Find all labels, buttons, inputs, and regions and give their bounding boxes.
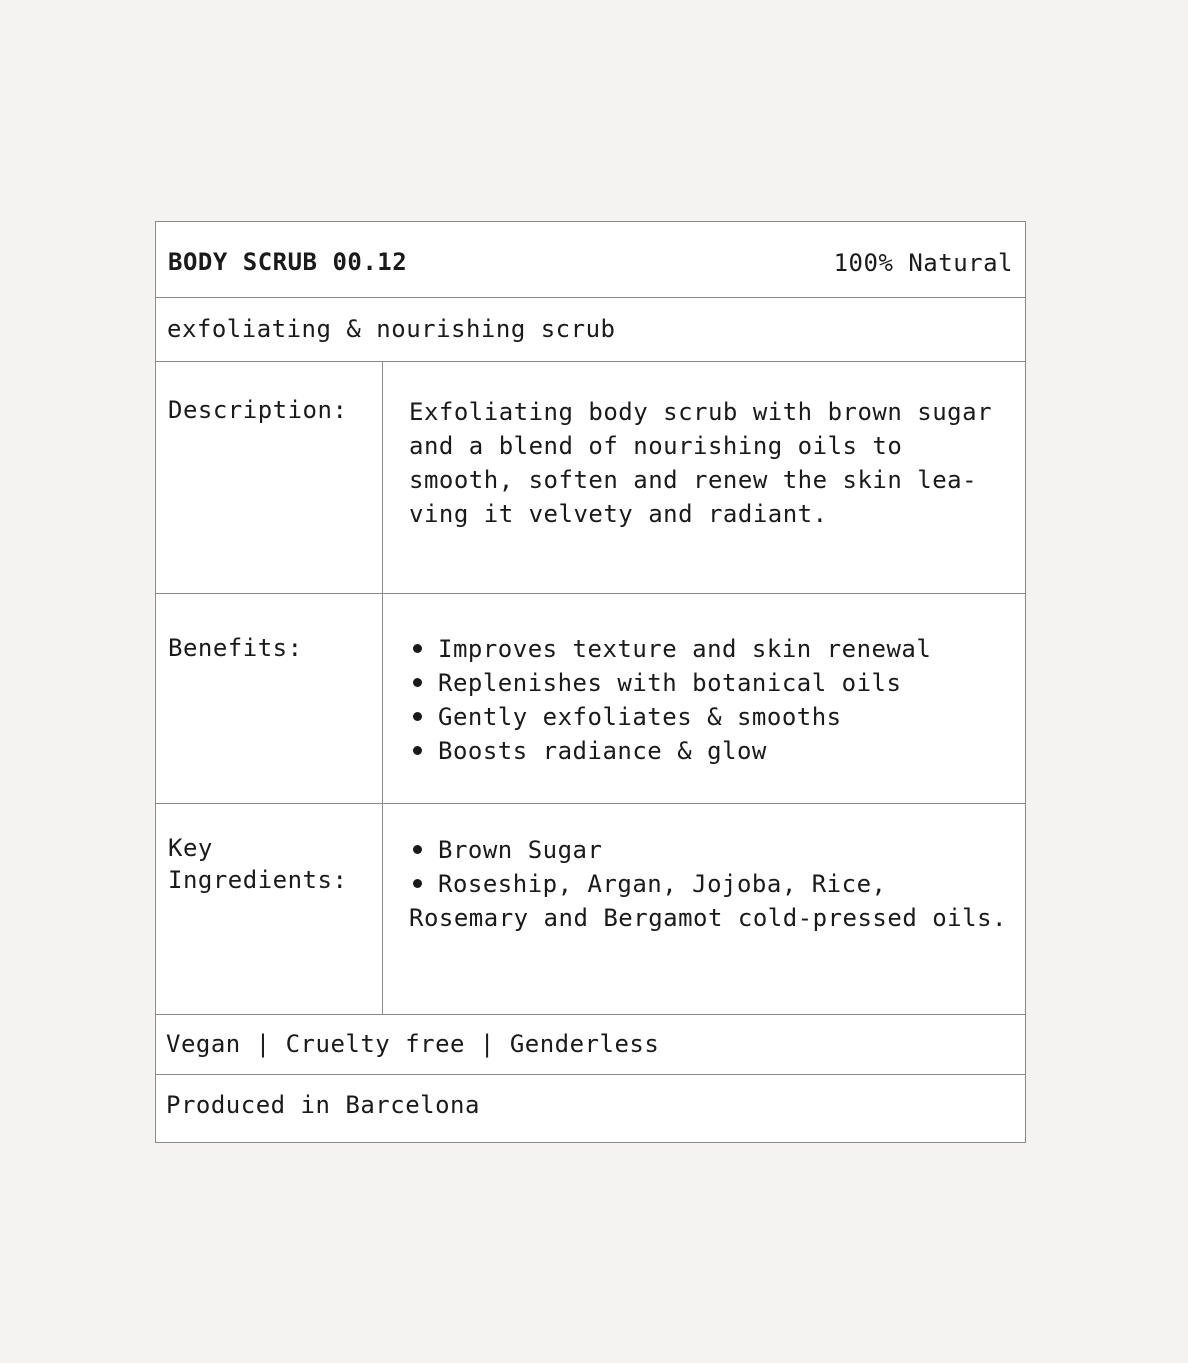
benefits-list — [409, 632, 1019, 768]
benefits-label: Benefits: — [168, 634, 303, 662]
subtitle-row — [156, 298, 1025, 362]
ingredients-list-container — [409, 833, 1019, 935]
list-item — [409, 734, 1019, 768]
ingredient-text: Brown Sugar — [438, 836, 603, 864]
list-item — [409, 666, 1019, 700]
benefits-list-container — [409, 632, 1019, 768]
origin-row — [156, 1075, 1025, 1142]
natural-badge: 100% Natural — [833, 249, 1013, 277]
product-name: BODY SCRUB 00.12 — [168, 248, 408, 276]
bullet-icon — [413, 644, 422, 653]
bullet-icon — [413, 845, 422, 854]
ingredients-list — [409, 833, 1019, 935]
benefits-row — [156, 594, 1025, 804]
origin-text: Produced in Barcelona — [166, 1091, 480, 1119]
list-item — [409, 700, 1019, 734]
list-item — [409, 632, 1019, 666]
product-label — [155, 221, 1026, 1143]
product-subtitle: exfoliating & nourishing scrub — [167, 315, 616, 343]
bullet-icon — [413, 678, 422, 687]
description-label: Description: — [168, 396, 348, 424]
list-item — [409, 867, 1019, 935]
bullet-icon — [413, 879, 422, 888]
label-header — [156, 222, 1025, 298]
ingredient-text: Roseship, Argan, Jojoba, Rice, Rosemary and Bergamot cold-pressed oils. — [409, 870, 1007, 932]
description-text: Exfoliating body scrub with brown sugar and a blend of nourishing oils to smooth, soften and renew the skin lea- ving it velvety and radiant. — [409, 398, 993, 528]
bullet-icon — [413, 712, 422, 721]
ingredients-label: Key Ingredients: — [168, 834, 348, 894]
benefit-text: Boosts radiance & glow — [438, 737, 767, 765]
tags-row — [156, 1015, 1025, 1075]
benefit-text: Gently exfoliates & smooths — [438, 703, 842, 731]
benefit-text: Replenishes with botanical oils — [438, 669, 902, 697]
product-tags: Vegan | Cruelty free | Genderless — [166, 1030, 660, 1058]
benefit-text: Improves texture and skin renewal — [438, 635, 932, 663]
description-row — [156, 362, 1025, 594]
ingredients-row — [156, 804, 1025, 1015]
list-item — [409, 833, 1019, 867]
bullet-icon — [413, 746, 422, 755]
